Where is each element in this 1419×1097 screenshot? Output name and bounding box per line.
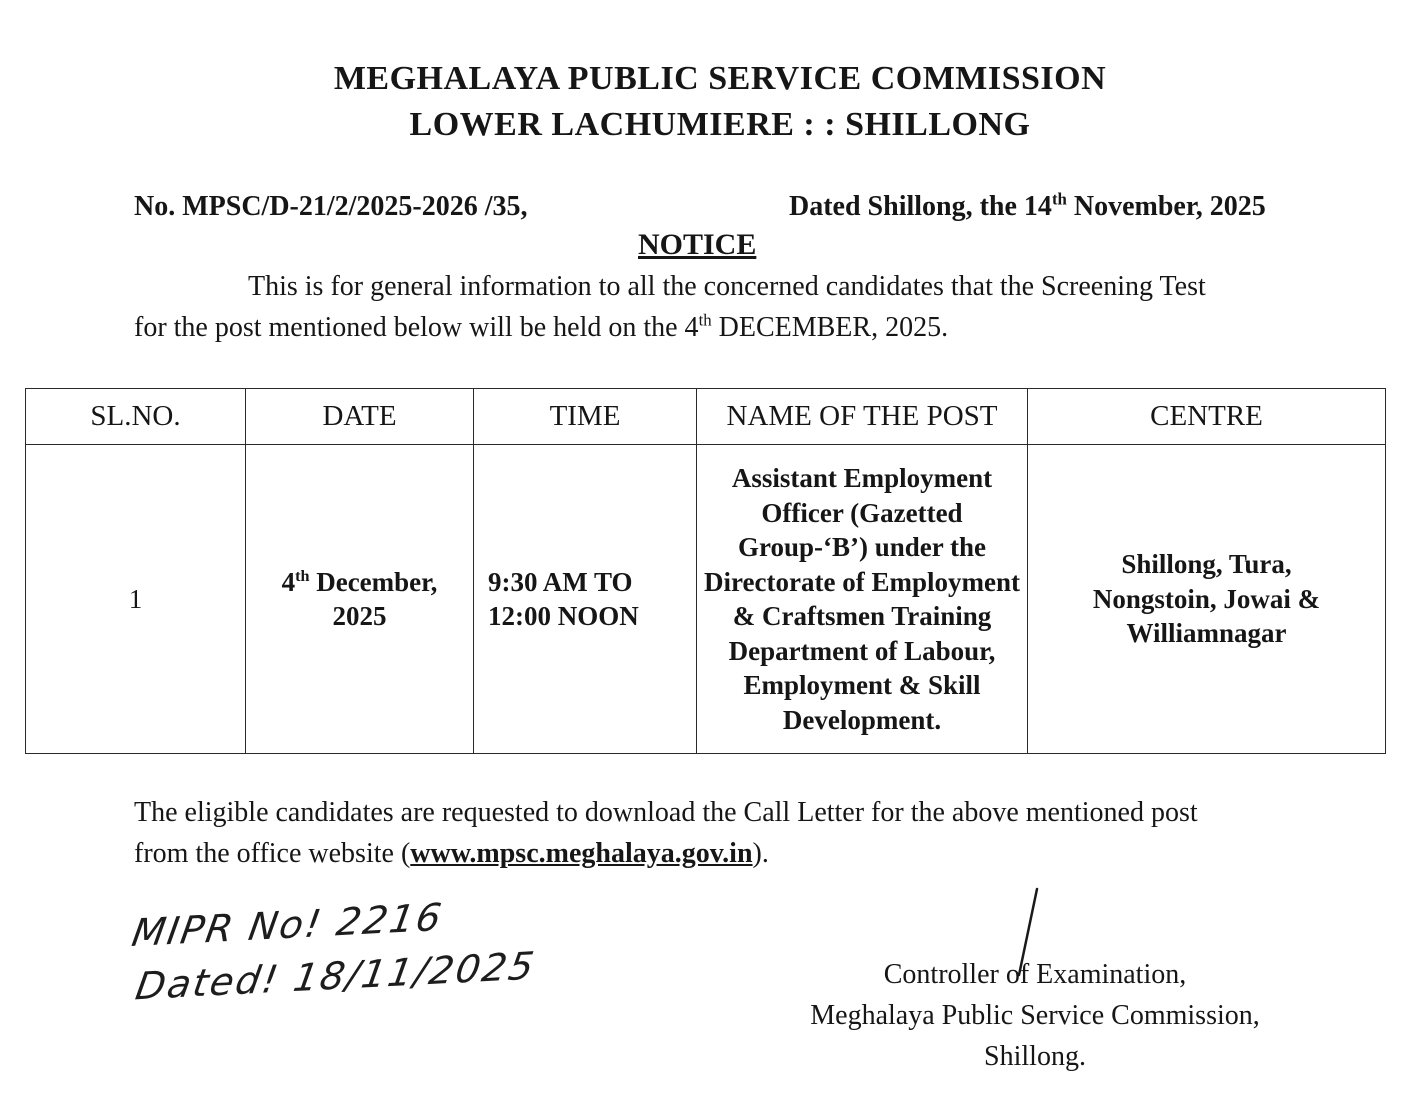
commission-name: MEGHALAYA PUBLIC SERVICE COMMISSION <box>333 60 1107 97</box>
notice-date: Dated Shillong, the 14th November, 2025 <box>789 189 1266 222</box>
notice-line-1: This is for general information to all the concerned candidates that the Screening Test <box>248 271 1206 302</box>
header-time: TIME <box>474 389 697 445</box>
cell-centre: Shillong, Tura, Nongstoin, Jowai & Williamnagar <box>1028 445 1386 754</box>
signature-block <box>780 954 1290 1077</box>
notice-title: NOTICE <box>638 228 757 261</box>
notice-line-2: for the post mentioned below will be held on the 4th DECEMBER, 2025. <box>134 310 949 343</box>
footer-line-2: from the office website (www.mpsc.meghalaya.gov.in). <box>134 838 769 869</box>
header-sl-no: SL.NO. <box>26 389 246 445</box>
cell-post: Assistant Employment Officer (Gazetted Group-‘B’) under the Directorate of Employment & Craftsmen Training Department of Labour, Employment & Skill Development. <box>697 445 1028 754</box>
table-header-row <box>26 389 1386 445</box>
reference-number: No. MPSC/D-21/2/2025-2026 /35, <box>134 191 528 222</box>
signature-title: Controller of Examination, <box>883 959 1187 990</box>
signature-place: Shillong. <box>984 1041 1086 1072</box>
cell-time: 9:30 AM TO 12:00 NOON <box>474 445 697 754</box>
website-link[interactable]: www.mpsc.meghalaya.gov.in <box>410 838 753 869</box>
header-centre: CENTRE <box>1028 389 1386 445</box>
schedule-table <box>25 388 1386 754</box>
signature-organisation: Meghalaya Public Service Commission, <box>810 1000 1260 1031</box>
header-date: DATE <box>246 389 474 445</box>
handwritten-mipr-number: MIPR No! 2216 <box>128 894 447 956</box>
cell-date: 4th December, 2025 <box>246 445 474 754</box>
commission-address: LOWER LACHUMIERE : : SHILLONG <box>409 106 1031 143</box>
cell-sl-no: 1 <box>26 445 246 754</box>
footer-line-1: The eligible candidates are requested to download the Call Letter for the above mentioned post <box>134 797 1198 828</box>
header-post: NAME OF THE POST <box>697 389 1028 445</box>
handwritten-date: Dated! 18/11/2025 <box>132 943 539 1009</box>
table-row <box>26 445 1386 754</box>
